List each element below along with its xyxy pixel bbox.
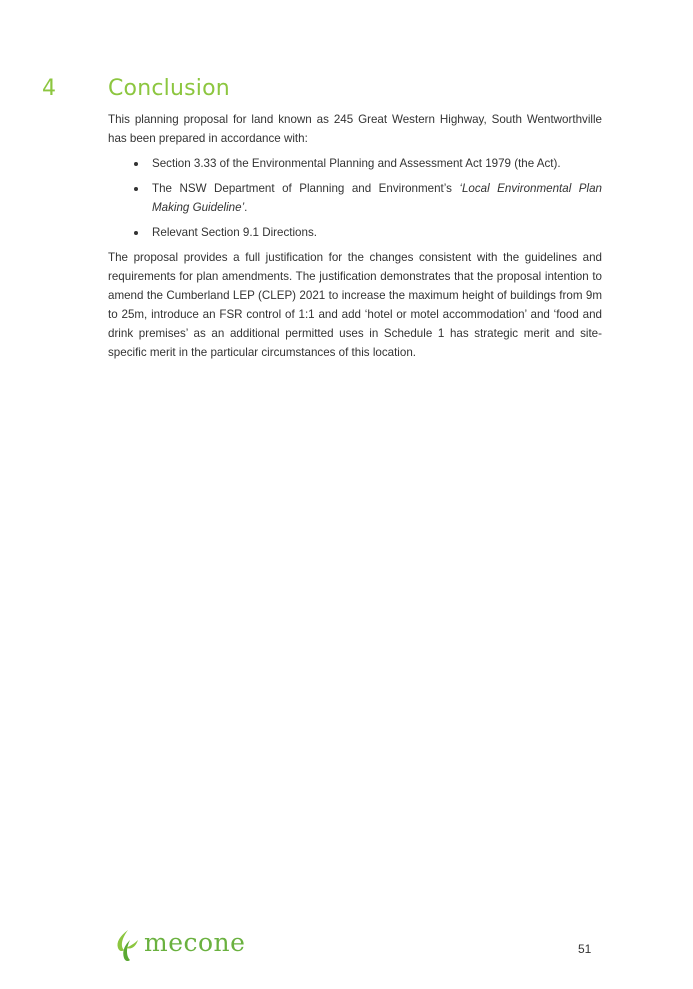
- list-item: [108, 179, 602, 217]
- bullet-icon: [134, 187, 138, 191]
- list-item: [108, 223, 602, 242]
- list-item: [108, 154, 602, 173]
- leaf-icon: [112, 928, 142, 964]
- section-body: [108, 110, 602, 368]
- section-number: 4: [42, 76, 56, 101]
- bullet-list: [108, 154, 602, 242]
- section-heading: [0, 76, 693, 108]
- bullet-icon: [134, 162, 138, 166]
- intro-paragraph: This planning proposal for land known as 245 Great Western Highway, South Wentworthville has been prepared in accordance with:: [108, 113, 602, 145]
- bullet-icon: [134, 231, 138, 235]
- page-number: 51: [578, 942, 592, 956]
- list-item-text-prefix: The NSW Department of Planning and Environment’s: [152, 182, 460, 195]
- logo-wordmark: mecone: [144, 928, 246, 957]
- list-item-text-suffix: .: [244, 201, 248, 214]
- list-item-text: Section 3.33 of the Environmental Planning and Assessment Act 1979 (the Act).: [152, 157, 561, 170]
- mecone-logo: [112, 928, 252, 966]
- list-item-text: Relevant Section 9.1 Directions.: [152, 226, 317, 239]
- guideline-title: ‘Local Environmental Plan Making Guideline’: [152, 182, 602, 214]
- conclusion-paragraph: The proposal provides a full justification for the changes consistent with the guidelines and requirements for plan amendments. The justification demonstrates that the proposal intention to amend the Cumberland LEP (CLEP) 2021 to increase the maximum height of buildings from 9m to 25m, introduce an FSR control of 1:1 and add ‘hotel or motel accommodation’ and ‘food and drink premises’ as an additional permitted uses in Schedule 1 has strategic merit and site-specific merit in the particular circumstances of this location.: [108, 251, 602, 359]
- section-title: Conclusion: [108, 76, 230, 101]
